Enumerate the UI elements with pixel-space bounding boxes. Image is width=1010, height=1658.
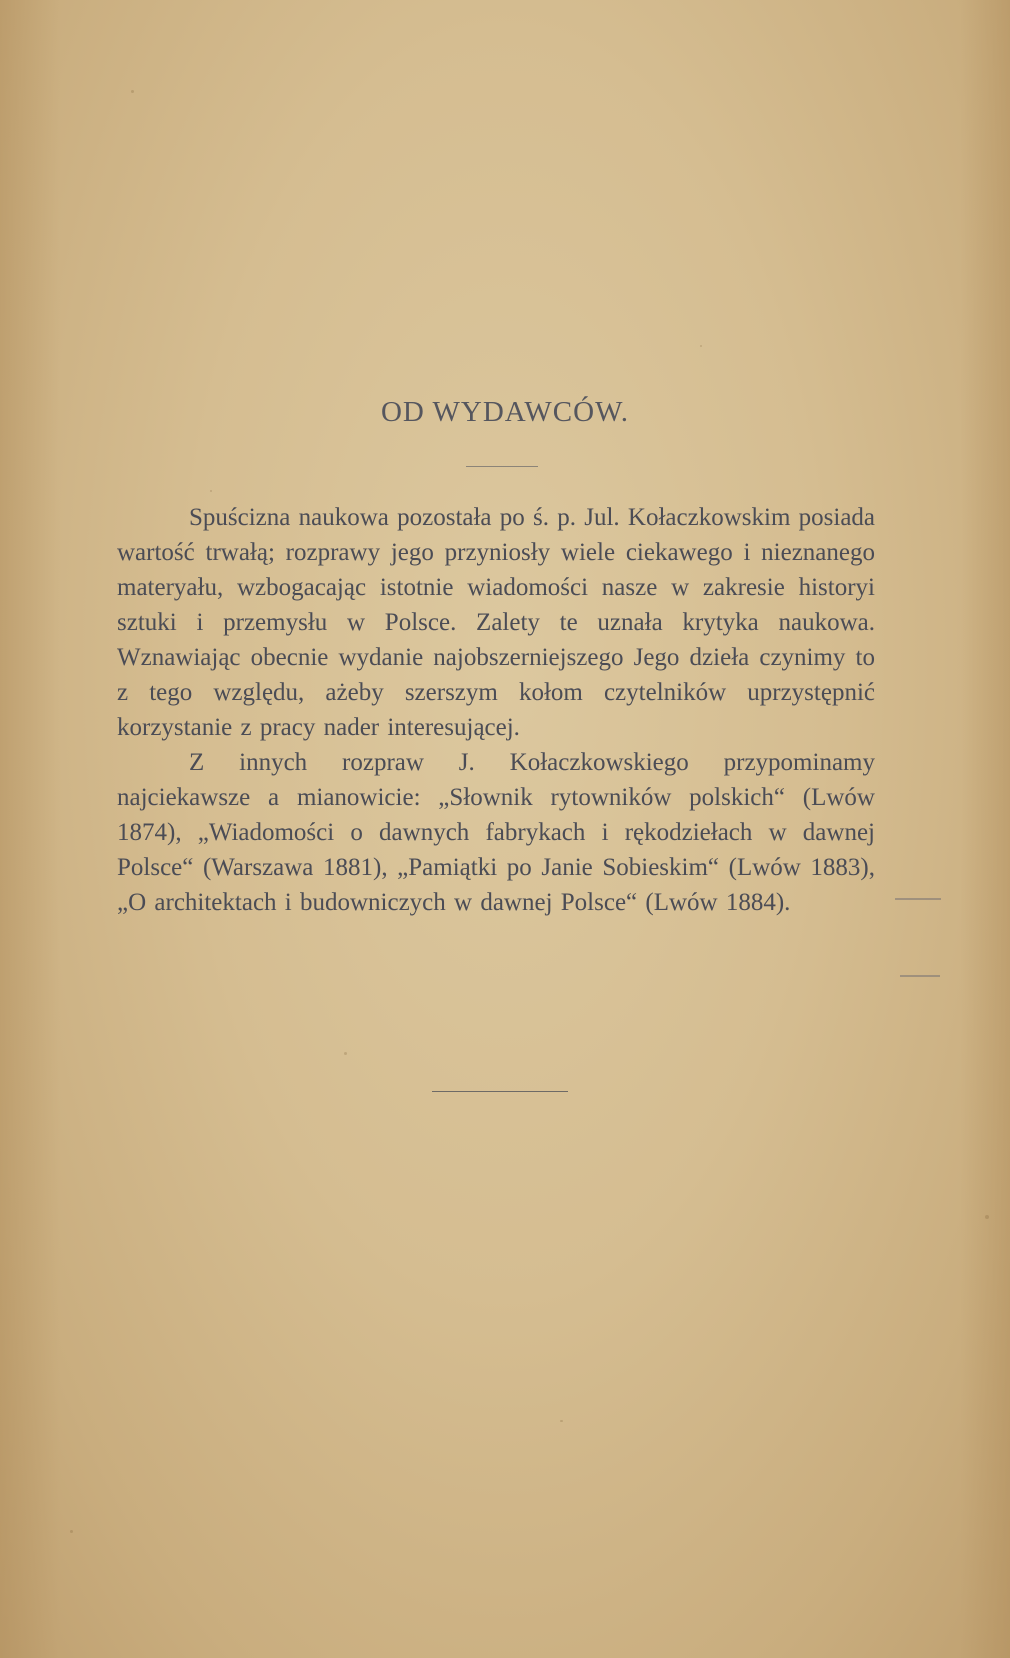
paper-speck bbox=[70, 1530, 73, 1533]
page-edge-shading-right bbox=[960, 0, 1010, 1658]
heading-divider bbox=[466, 466, 538, 467]
paper-speck bbox=[985, 1215, 989, 1219]
page-heading: OD WYDAWCÓW. bbox=[380, 396, 630, 428]
paper-speck bbox=[210, 490, 212, 492]
paper-speck bbox=[344, 1052, 347, 1055]
paper-speck bbox=[560, 1420, 563, 1422]
paragraph-2: Z innych rozpraw J. Kołaczkowskiego przypominamy najciekawsze a mianowicie: „Słownik rytowników polskich“ (Lwów 1874), „Wiadomości o dawnych fabrykach i rękodziełach w dawnej Polsce“ (Warszawa 1881), „Pamiątki po Janie Sobieskim“ (Lwów 1883), „O architektach i budowniczych w dawnej Polsce“ (Lwów 1884). bbox=[117, 749, 875, 916]
section-end-divider bbox=[432, 1091, 568, 1092]
paper-speck bbox=[700, 345, 702, 347]
paragraph-1: Spuścizna naukowa pozostała po ś. p. Jul. Kołaczkowskim posiada wartość trwałą; rozprawy jego przyniosły wiele ciekawego i nieznanego materyału, wzbogacając istotnie wiadomości nasze w zakresie historyi sztuki i przemysłu w Polsce. Zalety te uznała krytyka naukowa. Wznawiając obecnie wydanie najobszerniejszego Jego dzieła czynimy to z tego względu, ażeby szerszym kołom czytelników uprzystępnić korzystanie z pracy nader interesującej. bbox=[117, 504, 876, 741]
body-text bbox=[117, 500, 875, 920]
paper-speck bbox=[131, 90, 134, 93]
bleed-mark bbox=[895, 898, 941, 900]
bleed-mark bbox=[900, 975, 940, 977]
page-edge-shading-left bbox=[0, 0, 60, 1658]
